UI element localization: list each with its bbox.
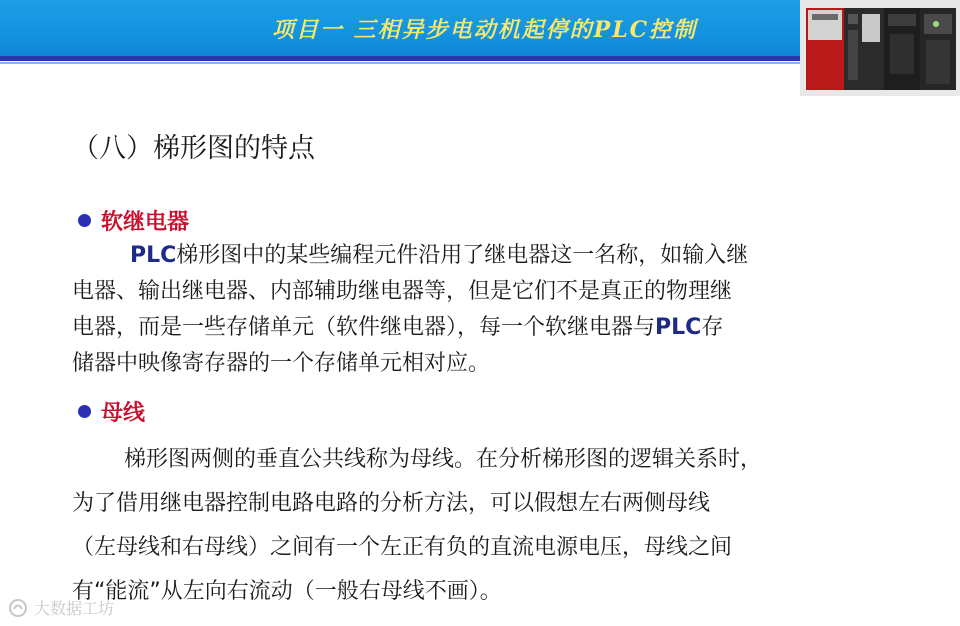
bullet-item-soft-relay <box>78 205 189 236</box>
bullet-dot-icon <box>78 405 91 418</box>
bullet-label: 软继电器 <box>101 210 190 235</box>
header-title: 项目一 三相异步电动机起停的PLC控制 <box>272 17 698 43</box>
header-divider <box>0 56 800 61</box>
paragraph-line: （左母线和右母线）之间有一个左正有负的直流电源电压，母线之间 <box>72 535 733 560</box>
bullet-item-busbar <box>78 396 145 427</box>
watermark <box>8 596 114 619</box>
plc-device-image <box>800 0 960 96</box>
paragraph-line: 储器中映像寄存器的一个存储单元相对应。 <box>72 351 491 376</box>
paragraph-line: 为了借用继电器控制电路电路的分析方法，可以假想左右两侧母线 <box>72 491 711 516</box>
paragraph-line: 梯形图两侧的垂直公共线称为母线。在分析梯形图的逻辑关系时， <box>124 447 763 472</box>
paragraph-line: 电器，而是一些存储单元（软件继电器），每一个软继电器与PLC存 <box>72 315 724 340</box>
watermark-text: 大数据工坊 <box>34 599 115 618</box>
paragraph-line: 有“能流”从左向右流动（一般右母线不画）。 <box>72 579 502 604</box>
watermark-logo-icon <box>8 598 28 618</box>
plc-term: PLC <box>655 315 702 340</box>
bullet-dot-icon <box>78 214 91 227</box>
plc-term: PLC <box>130 243 177 268</box>
bullet-label: 母线 <box>101 401 146 426</box>
paragraph-line: 电器、输出继电器、内部辅助继电器等，但是它们不是真正的物理继 <box>72 279 733 304</box>
paragraph-soft-relay <box>72 238 902 382</box>
section-title: （八）梯形图的特点 <box>72 133 315 164</box>
paragraph-line: PLC梯形图中的某些编程元件沿用了继电器这一名称，如输入继 <box>130 243 749 268</box>
paragraph-busbar <box>72 438 902 614</box>
header-divider-light <box>0 62 800 64</box>
